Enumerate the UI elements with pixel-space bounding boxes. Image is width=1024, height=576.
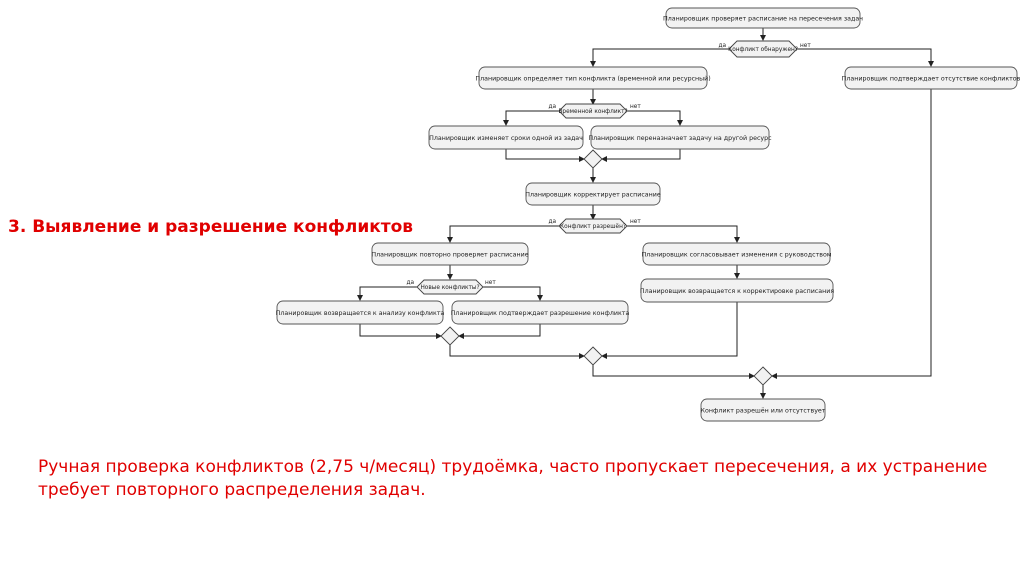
node-determine-type-label: Планировщик определяет тип конфликта (временной или ресурсный) [475,75,711,83]
merge-diamond-4 [754,367,772,385]
slide-caption: Ручная проверка конфликтов (2,75 ч/месяц) трудоёмка, часто пропускает пересечения, а их устранение требует повторного распределения задач. [38,457,988,500]
branch-no-label: нет [800,43,811,49]
branch-no-label: нет [630,104,641,110]
node-coordinate-label: Планировщик согласовывает изменения с руководством [641,251,832,259]
decision-new-conflicts [406,280,496,294]
node-return-correct-label: Планировщик возвращается к корректировке расписания [639,288,835,295]
decision-new-conflicts-label: Новые конфликты? [420,285,480,291]
node-recheck [371,243,528,265]
merge-diamond-2 [441,327,459,345]
node-start [663,8,863,28]
decision-conflict-detected-label: Конфликт обнаружен? [728,47,798,53]
node-no-conflict-label: Планировщик подтверждает отсутствие конфликтов [841,75,1021,83]
node-reassign-label: Планировщик переназначает задачу на другой ресурс [588,135,772,142]
branch-yes-label: да [548,104,556,110]
merge-diamond-3 [584,347,602,365]
node-return-correct [640,279,834,302]
branch-no-label: нет [630,219,641,225]
node-adjust-schedule [525,183,661,205]
decision-conflict-resolved-label: Конфликт разрешён? [560,224,626,230]
branch-yes-label: да [718,43,726,49]
node-change-time-label: Планировщик изменяет сроки одной из задач [429,135,583,142]
branch-no-label: нет [485,280,496,286]
node-coordinate [641,243,831,265]
node-end-label: Конфликт разрешён или отсутствует [700,407,826,415]
node-change-time [429,126,583,149]
node-end [701,399,826,421]
node-start-label: Планировщик проверяет расписание на пересечения задач [663,15,863,23]
node-adjust-schedule-label: Планировщик корректирует расписание [525,191,661,199]
node-determine-type [475,67,710,89]
node-confirm-resolution-label: Планировщик подтверждает разрешение конфликта [450,310,630,317]
branch-yes-label: да [406,280,414,286]
decision-time-conflict [548,104,641,118]
decision-time-conflict-label: Временной конфликт? [558,109,628,115]
decision-conflict-resolved [548,219,641,233]
merge-diamond-1 [584,150,602,168]
decision-conflict-detected [718,41,811,57]
node-reassign [588,126,772,149]
node-return-analysis-label: Планировщик возвращается к анализу конфликта [275,310,445,317]
branch-yes-label: да [548,219,556,225]
node-return-analysis [276,301,445,324]
slide-title: 3. Выявление и разрешение конфликтов [8,217,414,237]
node-recheck-label: Планировщик повторно проверяет расписание [371,251,529,259]
node-confirm-resolution [451,301,630,324]
node-no-conflict [842,67,1021,89]
